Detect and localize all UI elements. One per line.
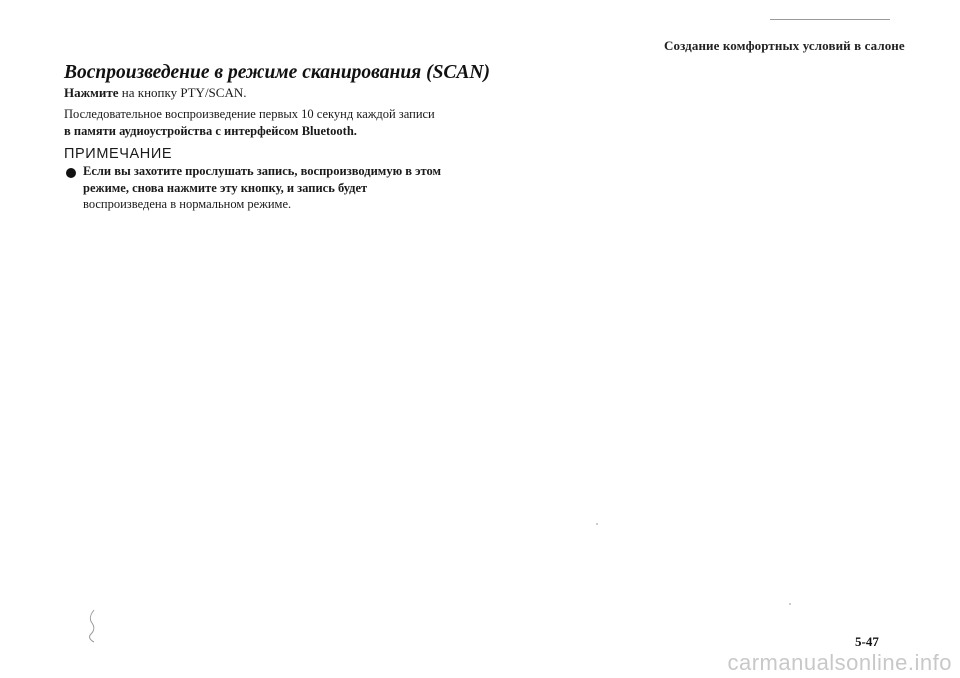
running-header: Создание комфортных условий в салоне [664, 38, 905, 53]
note-bullet-text [83, 163, 473, 213]
note-line: Если вы захотите прослушать запись, воспроизводимую в этом [83, 164, 442, 178]
note-line: режиме, снова нажмите эту кнопку, и запись будет [83, 180, 368, 195]
description-paragraph [64, 106, 464, 140]
description-line: в памяти аудиоустройства с интерфейсом Bluetooth. [64, 124, 357, 138]
scan-artifact-mark [85, 609, 99, 643]
watermark: carmanualsonline.info [727, 650, 952, 675]
page-number: 5-47 [855, 634, 879, 649]
section-title: Воспроизведение в режиме сканирования (SCAN) [64, 62, 491, 83]
instruction-verb: Нажмите [64, 85, 119, 100]
note-heading: ПРИМЕЧАНИЕ [64, 146, 173, 162]
instruction-line [64, 85, 246, 101]
scan-dot [789, 603, 791, 605]
header-rule [770, 19, 890, 20]
note-line: воспроизведена в нормальном режиме. [83, 197, 292, 211]
description-line: Последовательное воспроизведение первых 10 секунд каждой записи [64, 107, 435, 121]
instruction-text: на кнопку PTY/SCAN. [118, 85, 247, 100]
scan-dot [596, 523, 598, 525]
bullet-icon [66, 168, 76, 178]
